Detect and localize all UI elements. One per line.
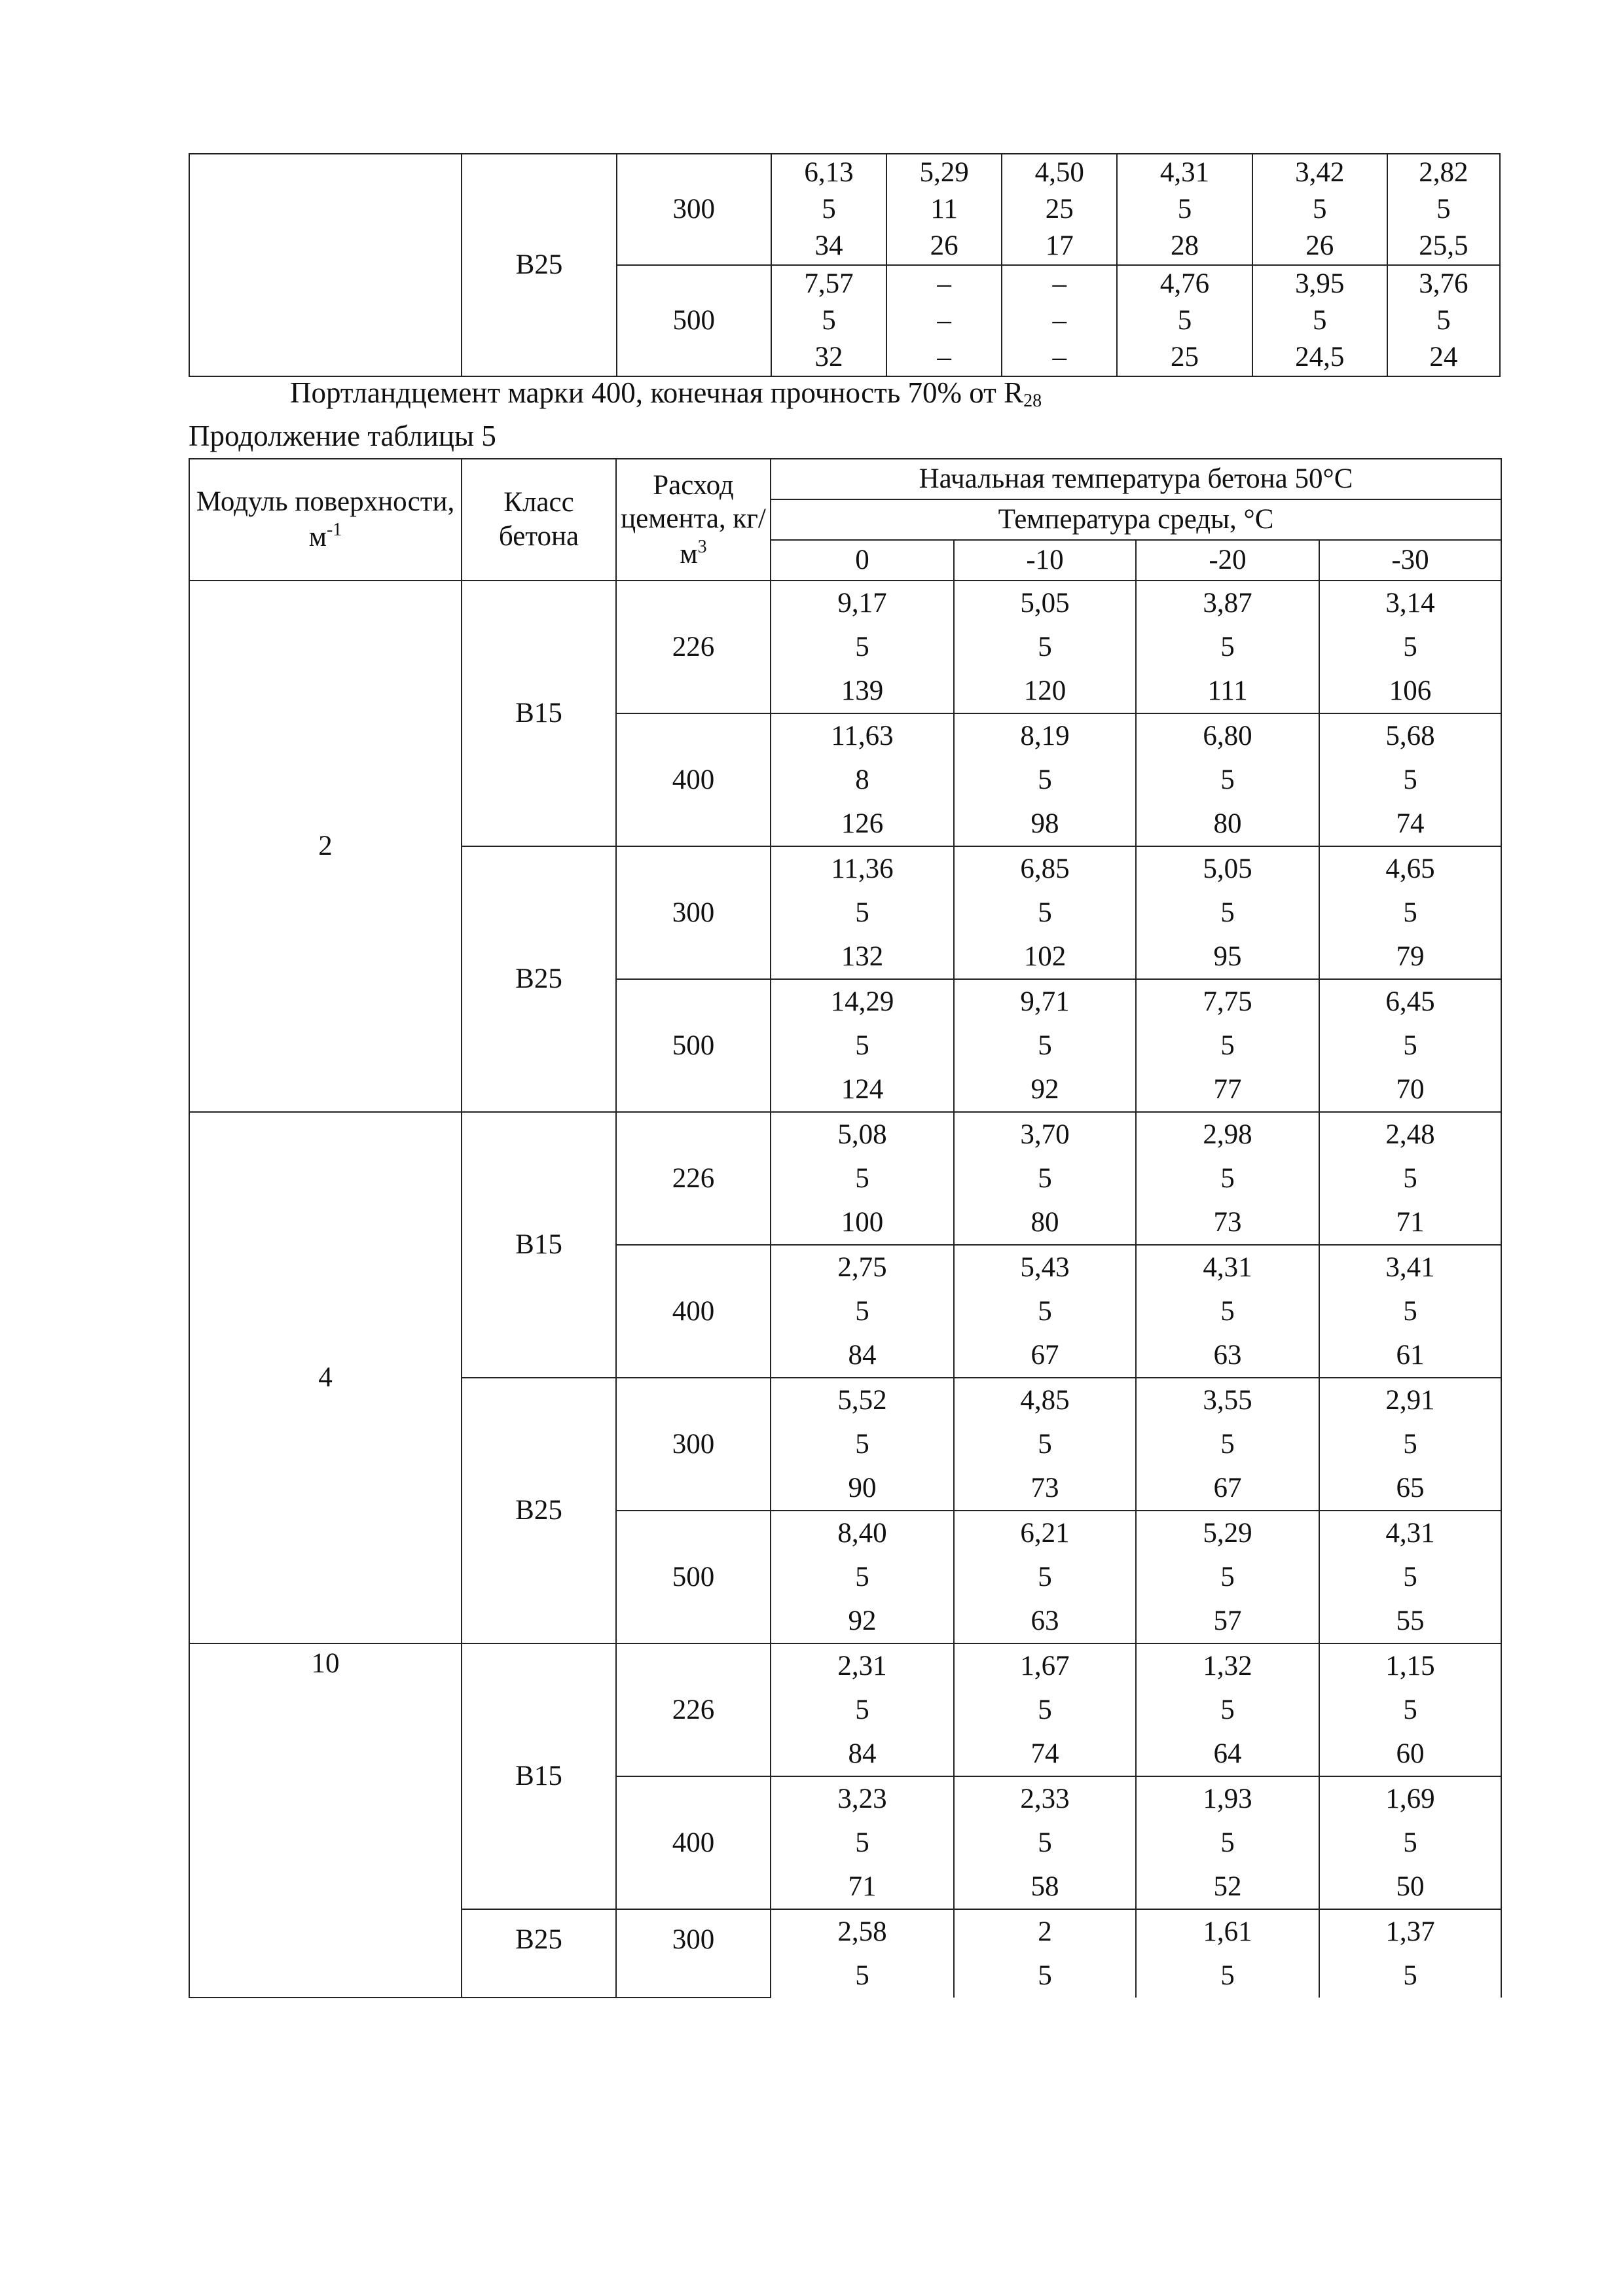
class-cell: B15	[462, 1112, 616, 1378]
table-caption	[290, 376, 1042, 412]
table-row	[189, 1112, 1501, 1245]
class-cell: B25	[462, 1909, 616, 1998]
main-table	[189, 458, 1502, 1998]
cement-cell: 400	[616, 1245, 771, 1378]
value-cell: 7,75 5 77	[1136, 979, 1319, 1112]
value-cell: 6,80 5 80	[1136, 713, 1319, 846]
value-cell: 2 5	[954, 1909, 1136, 1998]
value-cell: 1,37 5	[1319, 1909, 1501, 1998]
value-cell: 2,91 5 65	[1319, 1378, 1501, 1511]
caption-subscript: 28	[1023, 391, 1042, 411]
modulus-cell: 2	[189, 581, 462, 1112]
header-modulus	[189, 459, 462, 581]
value-cell: 1,69 5 50	[1319, 1776, 1501, 1909]
value-cell: 2,98 5 73	[1136, 1112, 1319, 1245]
value-cell: 9,17 5 139	[771, 581, 954, 713]
cement-cell: 500	[616, 1511, 771, 1643]
header-modulus-text: Модуль поверхности, м	[196, 486, 455, 552]
table-row	[189, 1643, 1501, 1776]
class-cell: B15	[462, 1643, 616, 1909]
value-cell: 14,29 5 124	[771, 979, 954, 1112]
top-value-cell: 4,76 5 25	[1117, 265, 1252, 376]
top-value-cell: 4,31 5 28	[1117, 154, 1252, 265]
value-cell: 6,21 5 63	[954, 1511, 1136, 1643]
value-cell: 5,29 5 57	[1136, 1511, 1319, 1643]
cement-cell: 226	[616, 1112, 771, 1245]
value-cell: 6,45 5 70	[1319, 979, 1501, 1112]
top-value-cell: 3,95 5 24,5	[1252, 265, 1387, 376]
value-cell: 3,55 5 67	[1136, 1378, 1319, 1511]
value-cell: 3,70 5 80	[954, 1112, 1136, 1245]
value-cell: 4,65 5 79	[1319, 846, 1501, 979]
value-cell: 9,71 5 92	[954, 979, 1136, 1112]
value-cell: 5,08 5 100	[771, 1112, 954, 1245]
value-cell: 11,63 8 126	[771, 713, 954, 846]
value-cell: 6,85 5 102	[954, 846, 1136, 979]
value-cell: 3,87 5 111	[1136, 581, 1319, 713]
header-modulus-sup: -1	[326, 520, 342, 540]
header-cement-text: Расход цемента, кг/м	[621, 469, 766, 569]
value-cell: 2,75 5 84	[771, 1245, 954, 1378]
class-cell: B25	[462, 846, 616, 1112]
value-cell: 3,14 5 106	[1319, 581, 1501, 713]
value-cell: 5,05 5 95	[1136, 846, 1319, 979]
value-cell: 1,61 5	[1136, 1909, 1319, 1998]
top-value-cell: 5,29 11 26	[886, 154, 1002, 265]
class-cell: B15	[462, 581, 616, 846]
top-value-cell: – – –	[1002, 265, 1117, 376]
top-cement-cell: 300	[617, 154, 771, 265]
value-cell: 8,40 5 92	[771, 1511, 954, 1643]
value-cell: 2,58 5	[771, 1909, 954, 1998]
cement-cell: 500	[616, 979, 771, 1112]
modulus-cell: 4	[189, 1112, 462, 1643]
continuation-label: Продолжение таблицы 5	[189, 420, 496, 452]
top-value-cell: 4,50 25 17	[1002, 154, 1117, 265]
value-cell: 1,15 5 60	[1319, 1643, 1501, 1776]
value-cell: 5,43 5 67	[954, 1245, 1136, 1378]
cement-cell: 300	[616, 846, 771, 979]
value-cell: 1,67 5 74	[954, 1643, 1136, 1776]
top-value-cell: 6,13 5 34	[771, 154, 886, 265]
value-cell: 4,85 5 73	[954, 1378, 1136, 1511]
top-value-cell: 2,82 5 25,5	[1387, 154, 1500, 265]
header-initial-temp: Начальная температура бетона 50°С	[771, 459, 1501, 499]
top-value-cell: – – –	[886, 265, 1002, 376]
cement-cell: 300	[616, 1909, 771, 1998]
header-env-temp: Температура среды, °С	[771, 499, 1501, 540]
header-cement	[616, 459, 771, 581]
header-cement-sup: 3	[697, 536, 707, 557]
value-cell: 11,36 5 132	[771, 846, 954, 979]
value-cell: 1,93 5 52	[1136, 1776, 1319, 1909]
value-cell: 3,23 5 71	[771, 1776, 954, 1909]
header-temp-0: 0	[771, 540, 954, 581]
top-class-cell: B25	[462, 154, 616, 376]
top-value-cell: 7,57 5 32	[771, 265, 886, 376]
cement-cell: 400	[616, 1776, 771, 1909]
value-cell: 8,19 5 98	[954, 713, 1136, 846]
value-cell: 2,33 5 58	[954, 1776, 1136, 1909]
cement-cell: 226	[616, 581, 771, 713]
value-cell: 2,31 5 84	[771, 1643, 954, 1776]
value-cell: 4,31 5 55	[1319, 1511, 1501, 1643]
cement-cell: 300	[616, 1378, 771, 1511]
value-cell: 3,41 5 61	[1319, 1245, 1501, 1378]
main-table-body	[189, 581, 1501, 1998]
value-cell: 1,32 5 64	[1136, 1643, 1319, 1776]
table-row	[189, 581, 1501, 713]
value-cell: 4,31 5 63	[1136, 1245, 1319, 1378]
top-cement-cell: 500	[617, 265, 771, 376]
caption-text: Портландцемент марки 400, конечная прочность 70% от R	[290, 376, 1024, 409]
top-value-cell: 3,42 5 26	[1252, 154, 1387, 265]
header-class: Класс бетона	[462, 459, 616, 581]
value-cell: 5,05 5 120	[954, 581, 1136, 713]
value-cell: 5,52 5 90	[771, 1378, 954, 1511]
cement-cell: 400	[616, 713, 771, 846]
value-cell: 5,68 5 74	[1319, 713, 1501, 846]
top-modulus-cell	[189, 154, 462, 376]
top-table-fragment	[189, 153, 1501, 377]
header-temp-30: -30	[1319, 540, 1501, 581]
value-cell: 2,48 5 71	[1319, 1112, 1501, 1245]
top-value-cell: 3,76 5 24	[1387, 265, 1500, 376]
cement-cell: 226	[616, 1643, 771, 1776]
header-temp-20: -20	[1136, 540, 1319, 581]
modulus-cell: 10	[189, 1643, 462, 1998]
header-temp-10: -10	[954, 540, 1136, 581]
class-cell: B25	[462, 1378, 616, 1643]
